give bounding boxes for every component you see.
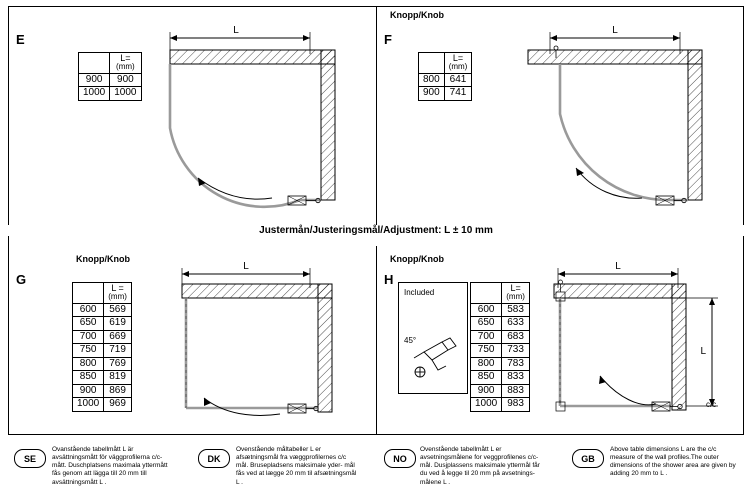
frame-mid-vertical-top — [376, 6, 377, 232]
table-cell: 900 — [79, 73, 110, 87]
panel-f-drawing — [520, 18, 735, 213]
cc-label: c/c — [706, 400, 717, 409]
table-cell: 833 — [502, 371, 530, 385]
panel-h-table — [470, 282, 530, 412]
table-cell: 700 — [471, 330, 502, 344]
table-cell: 650 — [471, 317, 502, 331]
flag-gb: GB — [572, 449, 604, 468]
frame-right-line — [743, 6, 744, 434]
table-cell: 869 — [104, 384, 132, 398]
panel-e-table — [78, 52, 142, 101]
table-cell: 700 — [73, 330, 104, 344]
panel-f-table — [418, 52, 472, 101]
svg-text:L: L — [615, 261, 621, 272]
included-bracket-drawing — [398, 330, 466, 390]
panel-e-th-l: L= — [120, 53, 131, 63]
table-cell: 900 — [471, 384, 502, 398]
table-cell: 1000 — [110, 87, 141, 101]
table-cell: 800 — [419, 73, 445, 87]
flag-se: SE — [14, 449, 46, 468]
table-cell: 633 — [502, 317, 530, 331]
panel-g-th-l: L = — [111, 283, 124, 293]
panel-f-th-l: L= — [452, 53, 464, 63]
table-cell: 850 — [73, 371, 104, 385]
frame-lower-line — [8, 434, 744, 435]
table-cell: 641 — [444, 73, 472, 87]
table-cell: 819 — [104, 371, 132, 385]
panel-g-drawing — [168, 258, 373, 428]
panel-f-knob-label: Knopp/Knob — [390, 10, 444, 20]
table-cell: 741 — [444, 87, 472, 101]
table-cell: 850 — [471, 371, 502, 385]
table-cell: 900 — [110, 73, 141, 87]
table-cell: 669 — [104, 330, 132, 344]
svg-text:L: L — [243, 261, 249, 272]
table-cell: 783 — [502, 357, 530, 371]
table-cell: 1000 — [79, 87, 110, 101]
panel-label-f: F — [384, 32, 392, 47]
panel-e-drawing — [160, 18, 370, 213]
table-cell: 583 — [502, 303, 530, 317]
table-cell: 683 — [502, 330, 530, 344]
svg-text:L: L — [233, 25, 239, 36]
note-dk: Ovenstående måltabeller L er afsætningsmål fra væggprofilernes c/c mål. Brusepladsens maksimale yder- mål fås ved at lægge 20 mm til afsætningsmål L . — [236, 446, 357, 486]
frame-mid-vertical-bottom — [376, 246, 377, 434]
table-cell: 883 — [502, 384, 530, 398]
table-cell: 769 — [104, 357, 132, 371]
panel-f-th-mm: (mm) — [448, 62, 468, 72]
note-gb: Above table dimensions L are the c/c measure of the wall profiles.The outer dimensions of the shower area are given by adding 20 mm to L . — [610, 446, 736, 478]
table-cell: 750 — [73, 344, 104, 358]
table-cell: 900 — [419, 87, 445, 101]
table-cell: 800 — [73, 357, 104, 371]
panel-label-h: H — [384, 272, 394, 287]
table-cell: 719 — [104, 344, 132, 358]
table-cell: 750 — [471, 344, 502, 358]
included-label: Included — [404, 288, 435, 297]
panel-h-knob-label: Knopp/Knob — [390, 254, 444, 264]
table-cell: 650 — [73, 317, 104, 331]
table-cell: 569 — [104, 303, 132, 317]
table-cell: 1000 — [471, 398, 502, 412]
svg-text:L: L — [700, 346, 706, 357]
panel-e-th-mm: (mm) — [116, 62, 135, 72]
panel-g-knob-label: Knopp/Knob — [76, 254, 130, 264]
table-cell: 600 — [73, 303, 104, 317]
table-cell: 1000 — [73, 398, 104, 412]
svg-text:L: L — [612, 25, 618, 36]
angle-label: 45° — [404, 336, 417, 345]
frame-left-line — [8, 6, 9, 434]
panel-g-table — [72, 282, 132, 412]
adjustment-band: Justermån/Justeringsmål/Adjustment: L ± 10 mm — [0, 225, 752, 236]
table-cell: 800 — [471, 357, 502, 371]
table-cell: 983 — [502, 398, 530, 412]
panel-h-th-mm: (mm) — [506, 292, 525, 302]
flag-no: NO — [384, 449, 416, 468]
flag-dk: DK — [198, 449, 230, 468]
table-cell: 900 — [73, 384, 104, 398]
table-cell: 969 — [104, 398, 132, 412]
panel-h-th-l: L= — [510, 283, 521, 293]
table-cell: 600 — [471, 303, 502, 317]
note-no: Ovenstående tabellmått L er avsetningsmålene for veggprofilenes c/c- mål. Dusjplassens maksimale yttermål får du ved å legge til 20 mm på avsetnings-målene L . — [420, 446, 540, 486]
panel-g-th-mm: (mm) — [108, 292, 127, 302]
note-se: Ovanstående tabellmått L är avsättningsmått för väggprofilerna c/c-mått. Duschplatsens maximala yttermått fås genom att lägga till 20 mm till avsättningsmått L . — [52, 446, 168, 486]
panel-label-e: E — [16, 32, 25, 47]
panel-label-g: G — [16, 272, 27, 287]
table-cell: 733 — [502, 344, 530, 358]
table-cell: 619 — [104, 317, 132, 331]
